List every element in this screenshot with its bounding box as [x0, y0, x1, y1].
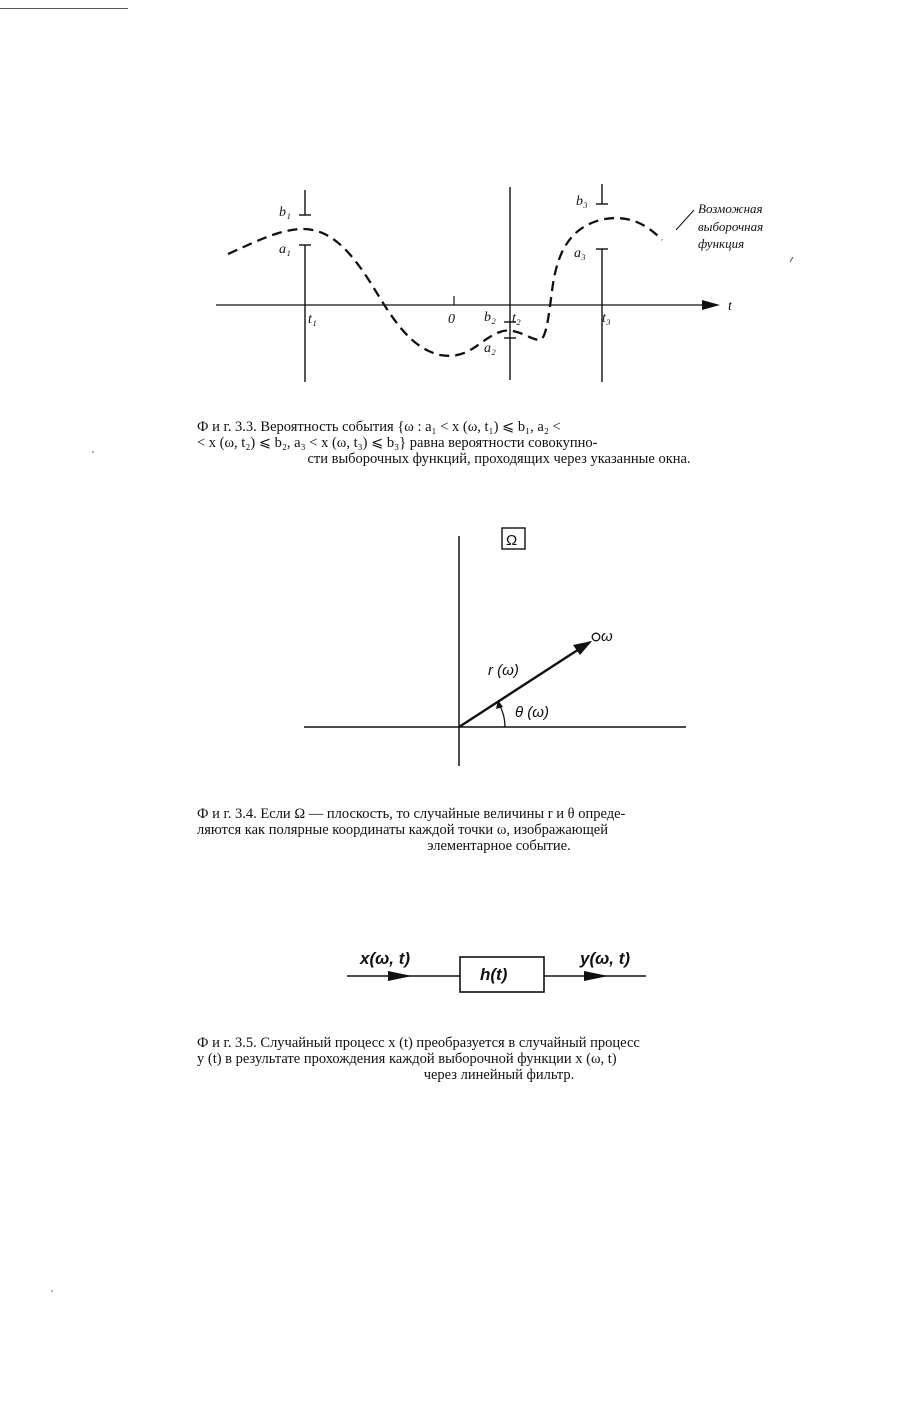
caption-3-3-line-3: сти выборочных функций, проходящих через указанные окна.	[307, 451, 691, 467]
theta-arc	[500, 706, 505, 727]
label-a1: a₁	[279, 242, 291, 257]
input-label: x(ω, t)	[360, 949, 411, 968]
omega-box-label: Ω	[506, 532, 518, 549]
radius-label: r (ω)	[488, 662, 519, 679]
window-b1-mark	[299, 190, 311, 215]
window-b3-mark	[596, 184, 608, 204]
caption-3-5-line-3: через линейный фильтр.	[423, 1067, 575, 1083]
output-arrowhead	[584, 971, 608, 981]
label-t1: t₁	[308, 312, 317, 327]
theta-label: θ (ω)	[515, 704, 549, 721]
caption-3-4-line-2: ляются как полярные координаты каждой точки ω, изображающей	[197, 822, 608, 838]
scan-speck	[51, 1290, 53, 1292]
input-arrowhead	[388, 971, 412, 981]
output-label: y(ω, t)	[580, 949, 631, 968]
caption-3-5-line-2: y (t) в результате прохождения каждой выборочной функции x (ω, t)	[197, 1051, 617, 1067]
label-a2: a₂	[484, 341, 496, 356]
caption-3-3-line-2: < x (ω, t₂) ⩽ b₂, a₃ < x (ω, t₃) ⩽ b₃} равна вероятности совокупно-	[197, 435, 598, 451]
t-axis-arrow	[702, 300, 720, 310]
label-t2: t₂	[512, 311, 521, 326]
annotation-line-3: функция	[698, 236, 745, 251]
label-t3: t₃	[602, 311, 611, 326]
annotation-line-1: Возможная	[698, 201, 763, 216]
scan-speck	[92, 451, 94, 453]
label-b2: b₂	[484, 310, 496, 325]
label-a3: a₃	[574, 246, 586, 261]
radius-vector-arrowhead	[573, 641, 592, 655]
label-t-axis: t	[728, 299, 732, 314]
caption-3-4-line-1: Ф и г. 3.4. Если Ω — плоскость, то случайные величины r и θ опреде-	[197, 806, 626, 822]
caption-3-5-line-1: Ф и г. 3.5. Случайный процесс x (t) преобразуется в случайный процесс	[197, 1035, 640, 1051]
annotation-pointer	[676, 210, 694, 230]
sample-function-curve	[228, 218, 662, 356]
filter-label: h(t)	[480, 965, 508, 984]
figure-3-4-caption	[197, 806, 801, 854]
figure-3-3-caption	[197, 419, 801, 467]
annotation-line-2: выборочная	[698, 219, 764, 234]
caption-3-3-line-1: Ф и г. 3.3. Вероятность события {ω : a₁ < x (ω, t₁) ⩽ b₁, a₂ <	[197, 419, 561, 435]
stray-mark	[790, 257, 793, 262]
omega-point-label: ω	[601, 628, 613, 645]
label-b1: b₁	[279, 205, 291, 220]
caption-3-4-line-3: элементарное событие.	[427, 838, 571, 854]
omega-point	[592, 633, 600, 641]
label-zero: 0	[448, 312, 455, 327]
figure-3-5-caption	[197, 1035, 801, 1083]
label-b3: b₃	[576, 194, 588, 209]
